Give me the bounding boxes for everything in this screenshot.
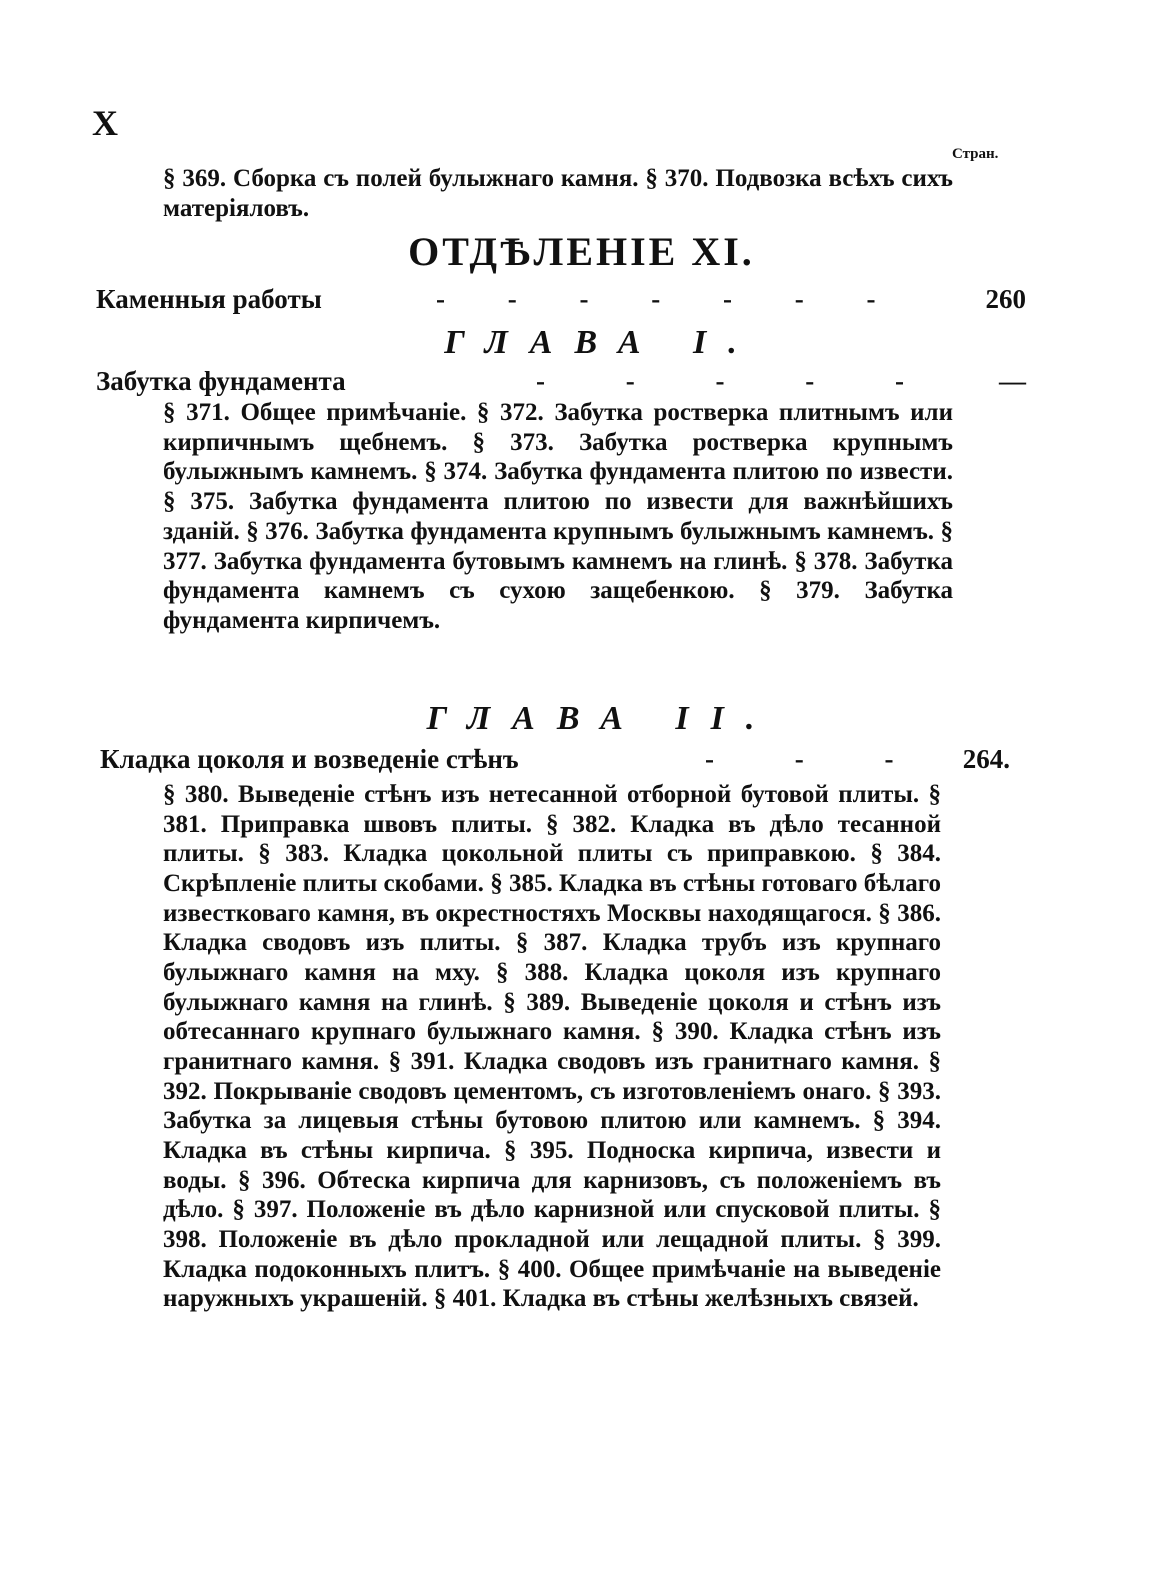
toc-leader-dots: - - - - - - - <box>436 284 878 314</box>
toc-leader-dots: - - - <box>705 744 896 774</box>
chapter-title: ГЛАВА II. <box>426 700 777 737</box>
chapter-contents: § 380. Выведеніе стѣнъ изъ нетесанной отборной бутовой плиты. § 381. Приправка швовъ плиты. § 382. Кладка въ дѣло тесанной плиты. § 383. Кладка цокольной плиты съ приправкою. § 384. Скрѣпленіе плиты скобами. § 385. Кладка въ стѣны готоваго бѣлаго известковаго камня, въ окрестностяхъ Москвы находящагося. § 386. Кладка сводовъ изъ плиты. § 387. Кладка трубъ изъ крупнаго булыжнаго камня на мху. § 388. Кладка цоколя изъ крупнаго булыжнаго камня на глинѣ. § 389. Выведеніе цоколя и стѣнъ изъ обтесаннаго крупнаго булыжнаго камня. § 390. Кладка стѣнъ изъ гранитнаго камня. § 391. Кладка сводовъ изъ гранитнаго камня. § 392. Покрываніе сводовъ цементомъ, съ изготовленіемъ онаго. § 393. Забутка за лицевыя стѣны бутовою плитою или камнемъ. § 394. Кладка въ стѣны кирпича. § 395. Подноска кирпича, извести и воды. § 396. Обтеска кирпича для карнизовъ, съ положеніемъ въ дѣло. § 397. Положеніе въ дѣло карнизной или спусковой плиты. § 398. Положеніе въ дѣло прокладной или лещадной плиты. § 399. Кладка подоконныхъ плитъ. § 400. Общее примѣчаніе на выведеніе наружныхъ украшеній. § 401. Кладка въ стѣны желѣзныхъ связей. <box>163 781 941 1313</box>
chapter-title: ГЛАВА I. <box>444 324 759 361</box>
toc-entry-title: Каменныя работы <box>96 284 322 314</box>
toc-entry-title: Забутка фундамента <box>96 366 346 396</box>
continued-paragraph: § 369. Сборка съ полей булыжнаго камня. § 370. Подвозка всѣхъ сихъ матеріяловъ. <box>163 165 953 222</box>
toc-entry-chapter <box>100 744 1010 778</box>
page-column-label: Стран. <box>952 146 999 162</box>
toc-page-number: 264. <box>962 744 1010 774</box>
toc-leader-dots: - - - - - <box>536 366 906 396</box>
chapter-contents: § 371. Общее примѣчаніе. § 372. Забутка ростверка плитнымъ или кирпичнымъ щебнемъ. § 373. Забутка ростверка крупнымъ булыжнымъ камнемъ. § 374. Забутка фундамента плитою по извести. § 375. Забутка фундамента плитою по извести для важнѣйшихъ зданій. § 376. Забутка фундамента крупнымъ булыжнымъ камнемъ. § 377. Забутка фундамента бутовымъ камнемъ на глинѣ. § 378. Забутка фундамента камнемъ съ сухою защебенкою. § 379. Забутка фундамента кирпичемъ. <box>163 399 953 634</box>
section-title: ОТДѢЛЕНІЕ XI. <box>408 229 755 274</box>
toc-page-number: — <box>999 366 1026 396</box>
toc-entry-section <box>96 284 1026 318</box>
toc-page-number: 260 <box>985 284 1026 314</box>
page-number: X <box>92 103 118 143</box>
toc-entry-title: Кладка цоколя и возведеніе стѣнъ <box>100 744 519 774</box>
toc-entry-chapter <box>96 366 1026 400</box>
